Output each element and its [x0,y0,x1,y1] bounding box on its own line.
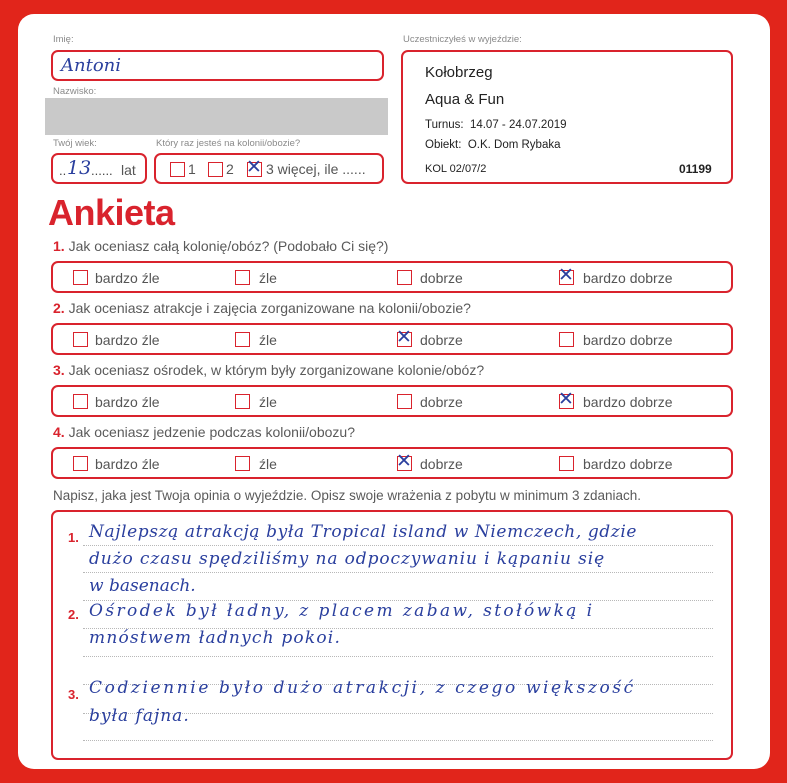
question-4 [53,424,355,440]
age-prefix: .. [59,163,67,178]
opinion-3-line-1: Codziennie było dużo atrakcji, z czego większość [89,678,636,698]
opinion-3-line-2: była fajna. [89,706,190,726]
q2-option-2-label: źle [259,332,277,348]
q4-option-4-checkbox[interactable] [559,456,574,471]
opinion-2-line-2: mnóstwem ładnych pokoi. [89,628,342,648]
trip-city: Kołobrzeg [425,64,493,81]
check-x-icon: ✕ [246,156,262,178]
answer-row-2 [51,323,733,355]
trip-box [401,50,733,184]
q1-option-4-checkbox[interactable] [558,264,574,286]
visit-label: Który raz jesteś na kolonii/obozie? [156,138,301,149]
trip-turnus: Turnus: 14.07 - 24.07.2019 [425,119,567,131]
surname-redaction [45,98,388,135]
opinion-3-num: 3. [68,687,79,702]
name-field[interactable] [51,50,384,81]
name-value: Antoni [61,55,122,76]
q1-option-1-checkbox[interactable] [73,270,88,285]
q1-option-3-label: dobrze [420,270,463,286]
question-3 [53,362,484,378]
answer-row-3 [51,385,733,417]
age-value: 13 [67,157,92,179]
visit-checkbox-2[interactable] [208,162,223,177]
q4-option-3-checkbox[interactable] [396,450,412,472]
question-2 [53,300,471,316]
q1-option-2-checkbox[interactable] [235,270,250,285]
q3-option-3-checkbox[interactable] [397,394,412,409]
question-1-text: Jak oceniasz całą kolonię/obóz? (Podobało Ci się?) [68,238,389,254]
q1-option-3-checkbox[interactable] [397,270,412,285]
q4-option-3-label: dobrze [420,456,463,472]
question-4-text: Jak oceniasz jedzenie podczas kolonii/obozu? [68,424,355,440]
visit-field [154,153,384,184]
visit-option-3: 3 więcej, ile ...... [266,161,366,177]
q3-option-3-label: dobrze [420,394,463,410]
q1-option-1-label: bardzo źle [95,270,160,286]
q4-option-2-label: źle [259,456,277,472]
check-x-icon: ✕ [396,450,412,472]
survey-title: Ankieta [48,192,175,233]
age-label: Twój wiek: [53,138,97,149]
visit-checkbox-3[interactable] [246,156,262,178]
q3-option-4-checkbox[interactable] [558,388,574,410]
answer-row-4 [51,447,733,479]
check-x-icon: ✕ [396,326,412,348]
q2-option-2-checkbox[interactable] [235,332,250,347]
opinion-1-line-3: w basenach. [89,576,196,596]
opinion-1-line-2: dużo czasu spędziliśmy na odpoczywaniu i kąpaniu się [89,549,606,569]
answer-row-1 [51,261,733,293]
check-x-icon: ✕ [558,388,574,410]
opinion-2-num: 2. [68,607,79,622]
q4-option-1-checkbox[interactable] [73,456,88,471]
q2-option-4-label: bardzo dobrze [583,332,673,348]
age-unit: lat [121,162,136,178]
question-4-num: 4. [53,424,65,440]
question-1 [53,238,388,254]
opinion-2-line-1: Ośrodek był ładny, z placem zabaw, stołówką i [89,601,595,621]
opinion-1-num: 1. [68,530,79,545]
visit-option-2: 2 [226,161,234,177]
check-x-icon: ✕ [558,264,574,286]
trip-program: Aqua & Fun [425,91,505,108]
visit-checkbox-1[interactable] [170,162,185,177]
ruled-line [83,545,713,546]
trip-code: KOL 02/07/2 [425,163,487,175]
age-field[interactable] [51,153,147,184]
question-2-text: Jak oceniasz atrakcje i zajęcia zorganizowane na kolonii/obozie? [68,300,471,316]
participation-label: Uczestniczyłeś w wyjeździe: [403,34,522,45]
ruled-line [83,572,713,573]
q3-option-1-label: bardzo źle [95,394,160,410]
question-1-num: 1. [53,238,65,254]
question-3-text: Jak oceniasz ośrodek, w którym były zorganizowane kolonie/obóz? [68,362,485,378]
q1-option-2-label: źle [259,270,277,286]
q3-option-1-checkbox[interactable] [73,394,88,409]
q3-option-2-label: źle [259,394,277,410]
visit-option-1: 1 [188,161,196,177]
surname-label: Nazwisko: [53,86,97,97]
q2-option-4-checkbox[interactable] [559,332,574,347]
q1-option-4-label: bardzo dobrze [583,270,673,286]
ruled-line [83,656,713,657]
q3-option-2-checkbox[interactable] [235,394,250,409]
q2-option-3-label: dobrze [420,332,463,348]
q4-option-2-checkbox[interactable] [235,456,250,471]
question-2-num: 2. [53,300,65,316]
opinion-prompt: Napisz, jaka jest Twoja opinia o wyjeździe. Opisz swoje wrażenia z pobytu w minimum 3 zdaniach. [53,488,642,503]
q2-option-1-checkbox[interactable] [73,332,88,347]
opinion-1-line-1: Najlepszą atrakcją była Tropical island w Niemczech, gdzie [89,522,638,542]
q2-option-1-label: bardzo źle [95,332,160,348]
q4-option-1-label: bardzo źle [95,456,160,472]
q2-option-3-checkbox[interactable] [396,326,412,348]
trip-object: Obiekt: O.K. Dom Rybaka [425,139,561,151]
ruled-line [83,740,713,741]
opinion-box[interactable] [51,510,733,760]
name-label: Imię: [53,34,74,45]
trip-number: 01199 [679,162,712,176]
question-3-num: 3. [53,362,65,378]
age-suffix: ...... [91,163,113,178]
q3-option-4-label: bardzo dobrze [583,394,673,410]
survey-sheet [18,14,770,769]
q4-option-4-label: bardzo dobrze [583,456,673,472]
